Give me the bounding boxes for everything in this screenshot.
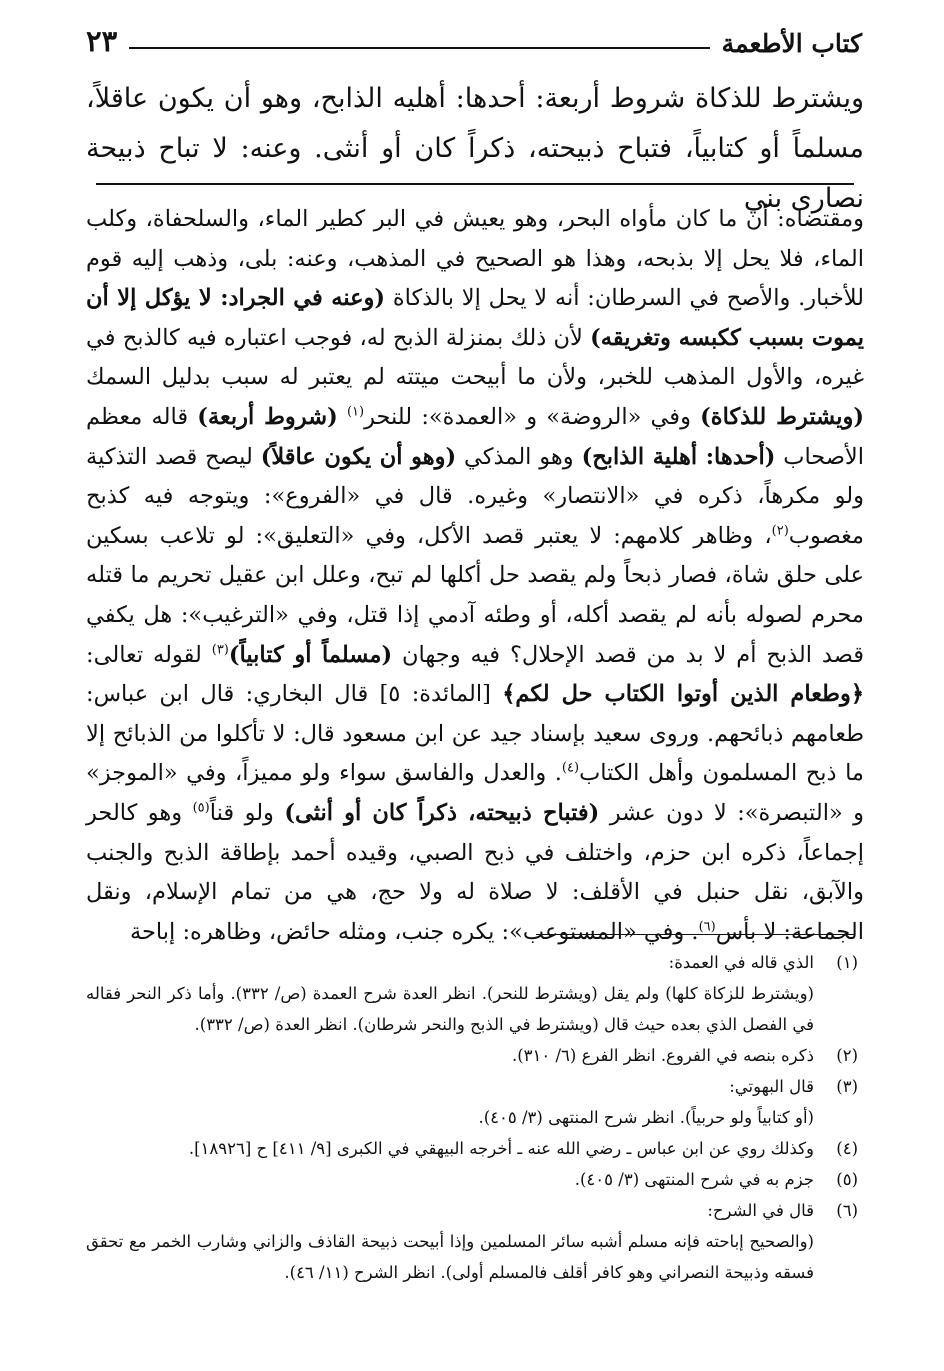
sharh-segment: ، وظاهر كلامهم: لا يعتبر قصد الأكل، وفي «التعليق»: لو تلاعب بسكين على حلق شاة، فصار ذبحاً ولم يقصد حل أكلها لم تبح، وعلل ابن عقيل تحريم ما قتله محرم لصوله بأنه لم يقصد أكله، أو وطئه آدمي إذا قتل، وفي «الترغيب»: هل يكفي قصد الذبح أم لا بد من قصد الإحلال؟ فيه وجهان: [86, 522, 865, 668]
footnote-text: (أو كتابياً ولو حربياً). انظر شرح المنتهى (٣/ ٤٠٥).: [478, 1108, 814, 1127]
footnote-ref-5[interactable]: (٥): [192, 800, 210, 816]
sharh-segment: لقوله تعالى:: [86, 641, 202, 668]
footnote-number: (٣): [836, 1077, 858, 1096]
footnote-text: (والصحيح إباحته فإنه مسلم أشبه سائر المسلمين وإذا أبيحت ذبيحة القاذف والزاني وشارب الخمر مع تحقق فسقه وذبيحة النصراني وهو كافر أقلف فالمسلم أولى). انظر الشرح (١١/ ٤٦).: [86, 1232, 814, 1282]
footnote-text: ذكره بنصه في الفروع. انظر الفرع (٦/ ٣١٠).: [511, 1046, 814, 1065]
footnote-5: [86, 1164, 858, 1195]
footnote-text: قال في الشرح:: [707, 1201, 814, 1220]
footnote-text: وكذلك روي عن ابن عباس ـ رضي الله عنه ـ أخرجه البيهقي في الكبرى [٩/ ٤١١] ح [١٨٩٢٦].: [188, 1139, 814, 1158]
page-number: ٢٣: [86, 24, 118, 58]
sharh-commentary: [86, 200, 864, 952]
footnote-2: [86, 1040, 858, 1071]
sharh-segment: وفي «الروضة» و «العمدة»: للنحر: [364, 403, 691, 430]
sharh-bold-quote: (أحدها: أهلية الذابح): [581, 443, 776, 470]
footnote-ref-1[interactable]: (١): [346, 404, 365, 420]
sharh-bold-quote: (مسلماً أو كتابياً): [228, 641, 393, 668]
sharh-segment: [المائدة: ٥] قال البخاري: قال ابن عباس: طعامهم ذبائحهم. وروى سعيد بإسناد جيد عن ابن مسعود قال: لا تأكلوا من الذبائح إلا ما ذبح المسلمون وأهل الكتاب: [86, 681, 864, 787]
sharh-bold-quote: (وهو أن يكون عاقلاً): [260, 443, 457, 470]
sharh-segment: ومقتضاه: أن ما كان مأواه البحر، وهو يعيش في البر كطير الماء، والسلحفاة، وكلب الماء، فلا يحل إلا بذبحه، وهذا هو الصحيح في المذهب، وعنه: بلى، وذهب إليه قوم للأخبار. والأصح في السرطان: أنه لا يحل إلا بالذكاة: [86, 206, 865, 312]
footnote-text: (ويشترط للزكاة كلها) ولم يقل (ويشترط للنحر). انظر العدة شرح العمدة (ص/ ٣٣٢). وأما ذكر النحر فقاله في الفصل الذي بعده حيث قال (ويشترط في الذبح والنحر شرطان). انظر العدة (ص/ ٣٣٢).: [86, 984, 814, 1034]
sharh-bold-quote: (ويشترط للذكاة): [700, 403, 865, 430]
matn-text: ويشترط للذكاة شروط أربعة: أحدها: أهليه الذابح، وهو أن يكون عاقلاً، مسلماً أو كتابياً، فتباح ذبيحته، ذكراً كان أو أنثى. وعنه: لا تباح ذبيحة نصارى بني: [86, 83, 864, 214]
footnote-4: [86, 1133, 858, 1164]
sharh-segment: وهو المذكي: [464, 443, 574, 470]
footnote-number: (٦): [836, 1201, 858, 1220]
header-rule: [129, 47, 710, 49]
footnote-text: الذي قاله في العمدة:: [668, 953, 814, 972]
sharh-segment: وهو كالحر إجماعاً، ذكره ابن حزم، واختلف في ذبح الصبي، وقيده أحمد بإطاقة الذبح والجنب والآبق، نقل حنبل في الأقلف: لا صلاة له ولا حج، هي من تمام الإسلام، ونقل الجماعة: لا بأس: [86, 799, 864, 945]
footnote-1: [86, 947, 858, 1040]
sharh-bold-quote: (فتباح ذبيحته، ذكراً كان أو أنثى): [284, 799, 600, 826]
footnote-separator: [536, 934, 854, 935]
sharh-bold-quote: (شروط أربعة): [197, 403, 338, 430]
footnote-3: [86, 1071, 858, 1133]
footnote-6: [86, 1195, 858, 1288]
sharh-segment: لأن ذلك بمنزلة الذبح له، فوجب اعتباره فيه كالذبح في غيره، والأول المذهب للخبر، ولأن ما أبيحت ميتته لم يعتبر له سبب بدليل السمك: [86, 324, 864, 391]
footnote-ref-4[interactable]: (٤): [561, 760, 580, 776]
footnote-ref-2[interactable]: (٢): [771, 523, 789, 539]
footnote-text: جزم به في شرح المنتهى (٣/ ٤٠٥).: [574, 1170, 814, 1189]
footnotes: [86, 947, 858, 1288]
footnote-ref-6[interactable]: (٦): [698, 919, 716, 935]
footnote-number: (٤): [836, 1139, 858, 1158]
running-header: [86, 14, 862, 58]
sharh-segment: . وفي «المستوعب»: يكره جنب، ومثله حائض، وظاهره: إباحة: [129, 918, 699, 945]
footnote-number: (١): [836, 953, 858, 972]
sharh-segment: قاله معظم الأصحاب: [86, 403, 865, 470]
sharh-segment: . والعدل والفاسق سواء ولو مميزاً، وفي «الموجز» و «التبصرة»: لا دون عشر: [86, 760, 865, 826]
matn-separator: [96, 183, 854, 185]
footnote-number: (٢): [836, 1046, 858, 1065]
chapter-title: كتاب الأطعمة: [721, 29, 862, 58]
footnote-text: قال البهوتي:: [729, 1077, 814, 1096]
sharh-segment: ولو قناً: [209, 799, 274, 826]
quran-verse: ﴿وطعام الذين أوتوا الكتاب حل لكم﴾: [502, 681, 865, 708]
footnote-number: (٥): [836, 1170, 858, 1189]
sharh-segment: ليصح قصد التذكية ولو مكرهاً، ذكره في «الانتصار» وغيره. قال في «الفروع»: ويتوجه فيه كذبح مغصوب: [86, 443, 864, 549]
sharh-bold-quote: (وعنه في الجراد: لا يؤكل إلا أن يموت بسبب ككبسه وتغريقه): [86, 285, 865, 351]
footnote-ref-3[interactable]: (٣): [211, 642, 229, 658]
